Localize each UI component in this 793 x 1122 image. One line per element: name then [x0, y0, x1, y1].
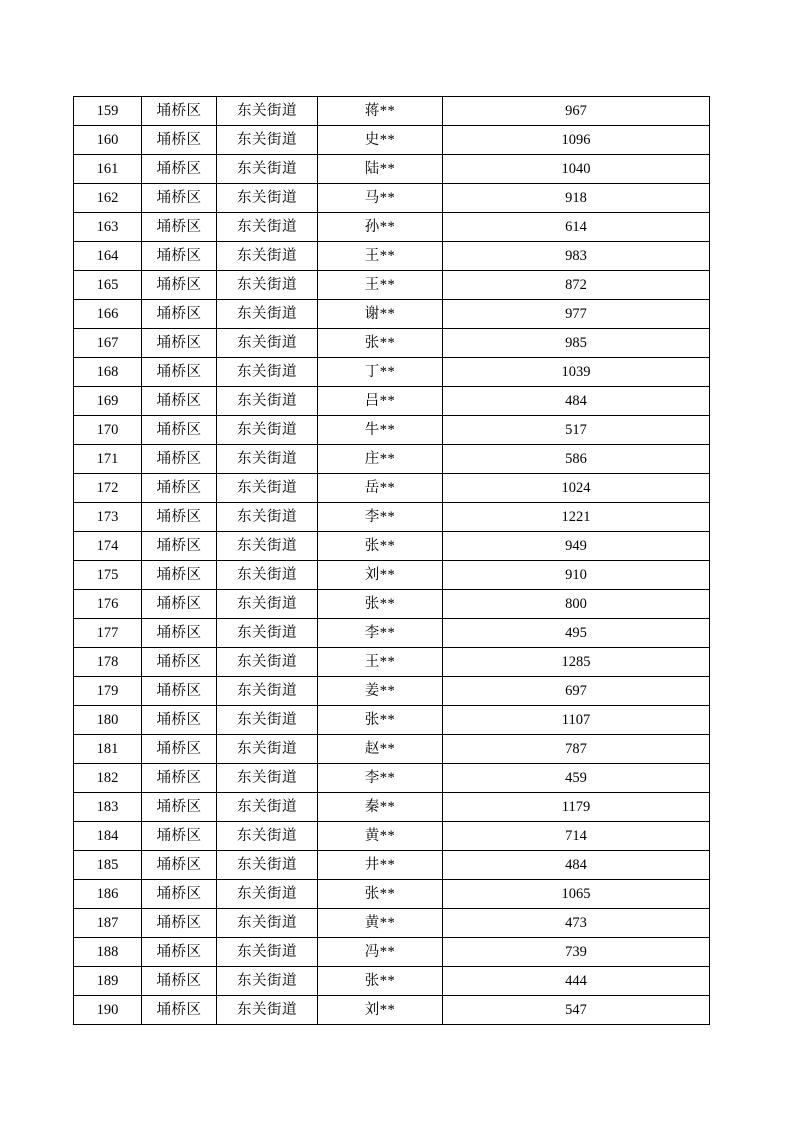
cell-name: 冯** — [318, 938, 443, 967]
cell-amount: 459 — [443, 764, 710, 793]
cell-name: 谢** — [318, 300, 443, 329]
cell-district: 埇桥区 — [142, 213, 217, 242]
cell-amount: 714 — [443, 822, 710, 851]
cell-amount: 985 — [443, 329, 710, 358]
cell-index: 172 — [74, 474, 142, 503]
cell-index: 176 — [74, 590, 142, 619]
cell-district: 埇桥区 — [142, 851, 217, 880]
table-row — [74, 271, 710, 300]
cell-index: 185 — [74, 851, 142, 880]
table-row — [74, 706, 710, 735]
cell-street: 东关街道 — [217, 590, 318, 619]
cell-district: 埇桥区 — [142, 561, 217, 590]
cell-amount: 473 — [443, 909, 710, 938]
table-row — [74, 909, 710, 938]
cell-index: 181 — [74, 735, 142, 764]
table-row — [74, 387, 710, 416]
cell-amount: 614 — [443, 213, 710, 242]
cell-district: 埇桥区 — [142, 271, 217, 300]
table-row — [74, 967, 710, 996]
cell-amount: 787 — [443, 735, 710, 764]
cell-amount: 1039 — [443, 358, 710, 387]
cell-street: 东关街道 — [217, 474, 318, 503]
cell-street: 东关街道 — [217, 735, 318, 764]
cell-district: 埇桥区 — [142, 242, 217, 271]
cell-amount: 800 — [443, 590, 710, 619]
table-row — [74, 445, 710, 474]
cell-name: 张** — [318, 967, 443, 996]
cell-street: 东关街道 — [217, 329, 318, 358]
cell-street: 东关街道 — [217, 880, 318, 909]
cell-name: 岳** — [318, 474, 443, 503]
cell-amount: 910 — [443, 561, 710, 590]
cell-street: 东关街道 — [217, 677, 318, 706]
cell-amount: 484 — [443, 387, 710, 416]
table-row — [74, 474, 710, 503]
cell-amount: 967 — [443, 97, 710, 126]
cell-index: 163 — [74, 213, 142, 242]
cell-district: 埇桥区 — [142, 329, 217, 358]
cell-amount: 495 — [443, 619, 710, 648]
cell-district: 埇桥区 — [142, 648, 217, 677]
cell-index: 183 — [74, 793, 142, 822]
cell-amount: 1024 — [443, 474, 710, 503]
table-row — [74, 793, 710, 822]
cell-amount: 547 — [443, 996, 710, 1025]
cell-amount: 1285 — [443, 648, 710, 677]
cell-index: 161 — [74, 155, 142, 184]
cell-street: 东关街道 — [217, 967, 318, 996]
table-row — [74, 126, 710, 155]
cell-district: 埇桥区 — [142, 184, 217, 213]
cell-street: 东关街道 — [217, 764, 318, 793]
cell-amount: 1040 — [443, 155, 710, 184]
cell-district: 埇桥区 — [142, 619, 217, 648]
cell-index: 174 — [74, 532, 142, 561]
cell-district: 埇桥区 — [142, 880, 217, 909]
table-row — [74, 822, 710, 851]
cell-index: 171 — [74, 445, 142, 474]
cell-amount: 1221 — [443, 503, 710, 532]
table-body — [74, 97, 710, 1025]
cell-name: 孙** — [318, 213, 443, 242]
cell-index: 169 — [74, 387, 142, 416]
cell-index: 164 — [74, 242, 142, 271]
cell-street: 东关街道 — [217, 97, 318, 126]
table-row — [74, 416, 710, 445]
cell-district: 埇桥区 — [142, 677, 217, 706]
table-row — [74, 590, 710, 619]
cell-street: 东关街道 — [217, 155, 318, 184]
cell-name: 丁** — [318, 358, 443, 387]
cell-district: 埇桥区 — [142, 445, 217, 474]
cell-name: 马** — [318, 184, 443, 213]
cell-name: 张** — [318, 532, 443, 561]
cell-index: 186 — [74, 880, 142, 909]
cell-name: 刘** — [318, 561, 443, 590]
cell-district: 埇桥区 — [142, 735, 217, 764]
cell-index: 170 — [74, 416, 142, 445]
cell-amount: 1179 — [443, 793, 710, 822]
cell-index: 190 — [74, 996, 142, 1025]
cell-index: 162 — [74, 184, 142, 213]
cell-district: 埇桥区 — [142, 590, 217, 619]
cell-district: 埇桥区 — [142, 764, 217, 793]
cell-street: 东关街道 — [217, 706, 318, 735]
cell-amount: 1107 — [443, 706, 710, 735]
cell-index: 189 — [74, 967, 142, 996]
cell-district: 埇桥区 — [142, 793, 217, 822]
cell-street: 东关街道 — [217, 909, 318, 938]
cell-district: 埇桥区 — [142, 938, 217, 967]
cell-amount: 697 — [443, 677, 710, 706]
cell-index: 167 — [74, 329, 142, 358]
cell-name: 张** — [318, 329, 443, 358]
cell-name: 蒋** — [318, 97, 443, 126]
cell-amount: 949 — [443, 532, 710, 561]
cell-street: 东关街道 — [217, 938, 318, 967]
table-row — [74, 532, 710, 561]
cell-street: 东关街道 — [217, 445, 318, 474]
cell-street: 东关街道 — [217, 619, 318, 648]
cell-street: 东关街道 — [217, 184, 318, 213]
cell-street: 东关街道 — [217, 648, 318, 677]
table-row — [74, 996, 710, 1025]
cell-street: 东关街道 — [217, 532, 318, 561]
table-row — [74, 242, 710, 271]
cell-name: 黄** — [318, 822, 443, 851]
cell-street: 东关街道 — [217, 822, 318, 851]
cell-name: 牛** — [318, 416, 443, 445]
table-row — [74, 155, 710, 184]
cell-name: 黄** — [318, 909, 443, 938]
cell-amount: 739 — [443, 938, 710, 967]
cell-street: 东关街道 — [217, 126, 318, 155]
cell-name: 王** — [318, 271, 443, 300]
cell-name: 刘** — [318, 996, 443, 1025]
cell-street: 东关街道 — [217, 387, 318, 416]
cell-district: 埇桥区 — [142, 503, 217, 532]
cell-index: 165 — [74, 271, 142, 300]
cell-index: 180 — [74, 706, 142, 735]
cell-name: 井** — [318, 851, 443, 880]
cell-district: 埇桥区 — [142, 300, 217, 329]
cell-amount: 1096 — [443, 126, 710, 155]
cell-index: 188 — [74, 938, 142, 967]
cell-street: 东关街道 — [217, 416, 318, 445]
cell-name: 王** — [318, 648, 443, 677]
table-row — [74, 851, 710, 880]
table-row — [74, 358, 710, 387]
cell-amount: 586 — [443, 445, 710, 474]
cell-district: 埇桥区 — [142, 706, 217, 735]
cell-district: 埇桥区 — [142, 532, 217, 561]
cell-index: 177 — [74, 619, 142, 648]
cell-amount: 484 — [443, 851, 710, 880]
table-container — [73, 96, 684, 1025]
cell-name: 吕** — [318, 387, 443, 416]
cell-street: 东关街道 — [217, 793, 318, 822]
table-row — [74, 184, 710, 213]
cell-street: 东关街道 — [217, 358, 318, 387]
table-row — [74, 329, 710, 358]
table-row — [74, 619, 710, 648]
cell-name: 史** — [318, 126, 443, 155]
table-row — [74, 677, 710, 706]
cell-district: 埇桥区 — [142, 387, 217, 416]
cell-name: 王** — [318, 242, 443, 271]
cell-district: 埇桥区 — [142, 416, 217, 445]
cell-name: 姜** — [318, 677, 443, 706]
cell-street: 东关街道 — [217, 242, 318, 271]
cell-index: 166 — [74, 300, 142, 329]
cell-name: 李** — [318, 503, 443, 532]
cell-street: 东关街道 — [217, 851, 318, 880]
cell-district: 埇桥区 — [142, 822, 217, 851]
cell-street: 东关街道 — [217, 561, 318, 590]
table-row — [74, 648, 710, 677]
cell-index: 179 — [74, 677, 142, 706]
cell-amount: 517 — [443, 416, 710, 445]
table-row — [74, 213, 710, 242]
cell-amount: 983 — [443, 242, 710, 271]
cell-district: 埇桥区 — [142, 996, 217, 1025]
cell-name: 赵** — [318, 735, 443, 764]
cell-name: 李** — [318, 764, 443, 793]
table-row — [74, 880, 710, 909]
cell-amount: 872 — [443, 271, 710, 300]
cell-district: 埇桥区 — [142, 967, 217, 996]
cell-index: 159 — [74, 97, 142, 126]
cell-district: 埇桥区 — [142, 126, 217, 155]
cell-name: 庄** — [318, 445, 443, 474]
cell-name: 陆** — [318, 155, 443, 184]
cell-name: 张** — [318, 590, 443, 619]
cell-amount: 918 — [443, 184, 710, 213]
cell-district: 埇桥区 — [142, 358, 217, 387]
cell-district: 埇桥区 — [142, 909, 217, 938]
cell-name: 张** — [318, 706, 443, 735]
table-row — [74, 503, 710, 532]
table-row — [74, 300, 710, 329]
cell-district: 埇桥区 — [142, 155, 217, 184]
table-row — [74, 938, 710, 967]
subsidy-recipients-table — [73, 96, 710, 1025]
cell-name: 李** — [318, 619, 443, 648]
cell-index: 168 — [74, 358, 142, 387]
cell-index: 160 — [74, 126, 142, 155]
cell-amount: 1065 — [443, 880, 710, 909]
cell-index: 175 — [74, 561, 142, 590]
cell-name: 张** — [318, 880, 443, 909]
table-row — [74, 561, 710, 590]
cell-street: 东关街道 — [217, 300, 318, 329]
cell-name: 秦** — [318, 793, 443, 822]
cell-district: 埇桥区 — [142, 97, 217, 126]
cell-amount: 444 — [443, 967, 710, 996]
cell-district: 埇桥区 — [142, 474, 217, 503]
cell-index: 173 — [74, 503, 142, 532]
cell-street: 东关街道 — [217, 503, 318, 532]
cell-index: 182 — [74, 764, 142, 793]
cell-index: 187 — [74, 909, 142, 938]
cell-street: 东关街道 — [217, 213, 318, 242]
table-row — [74, 764, 710, 793]
cell-street: 东关街道 — [217, 271, 318, 300]
cell-index: 178 — [74, 648, 142, 677]
cell-street: 东关街道 — [217, 996, 318, 1025]
table-row — [74, 97, 710, 126]
cell-amount: 977 — [443, 300, 710, 329]
table-row — [74, 735, 710, 764]
cell-index: 184 — [74, 822, 142, 851]
